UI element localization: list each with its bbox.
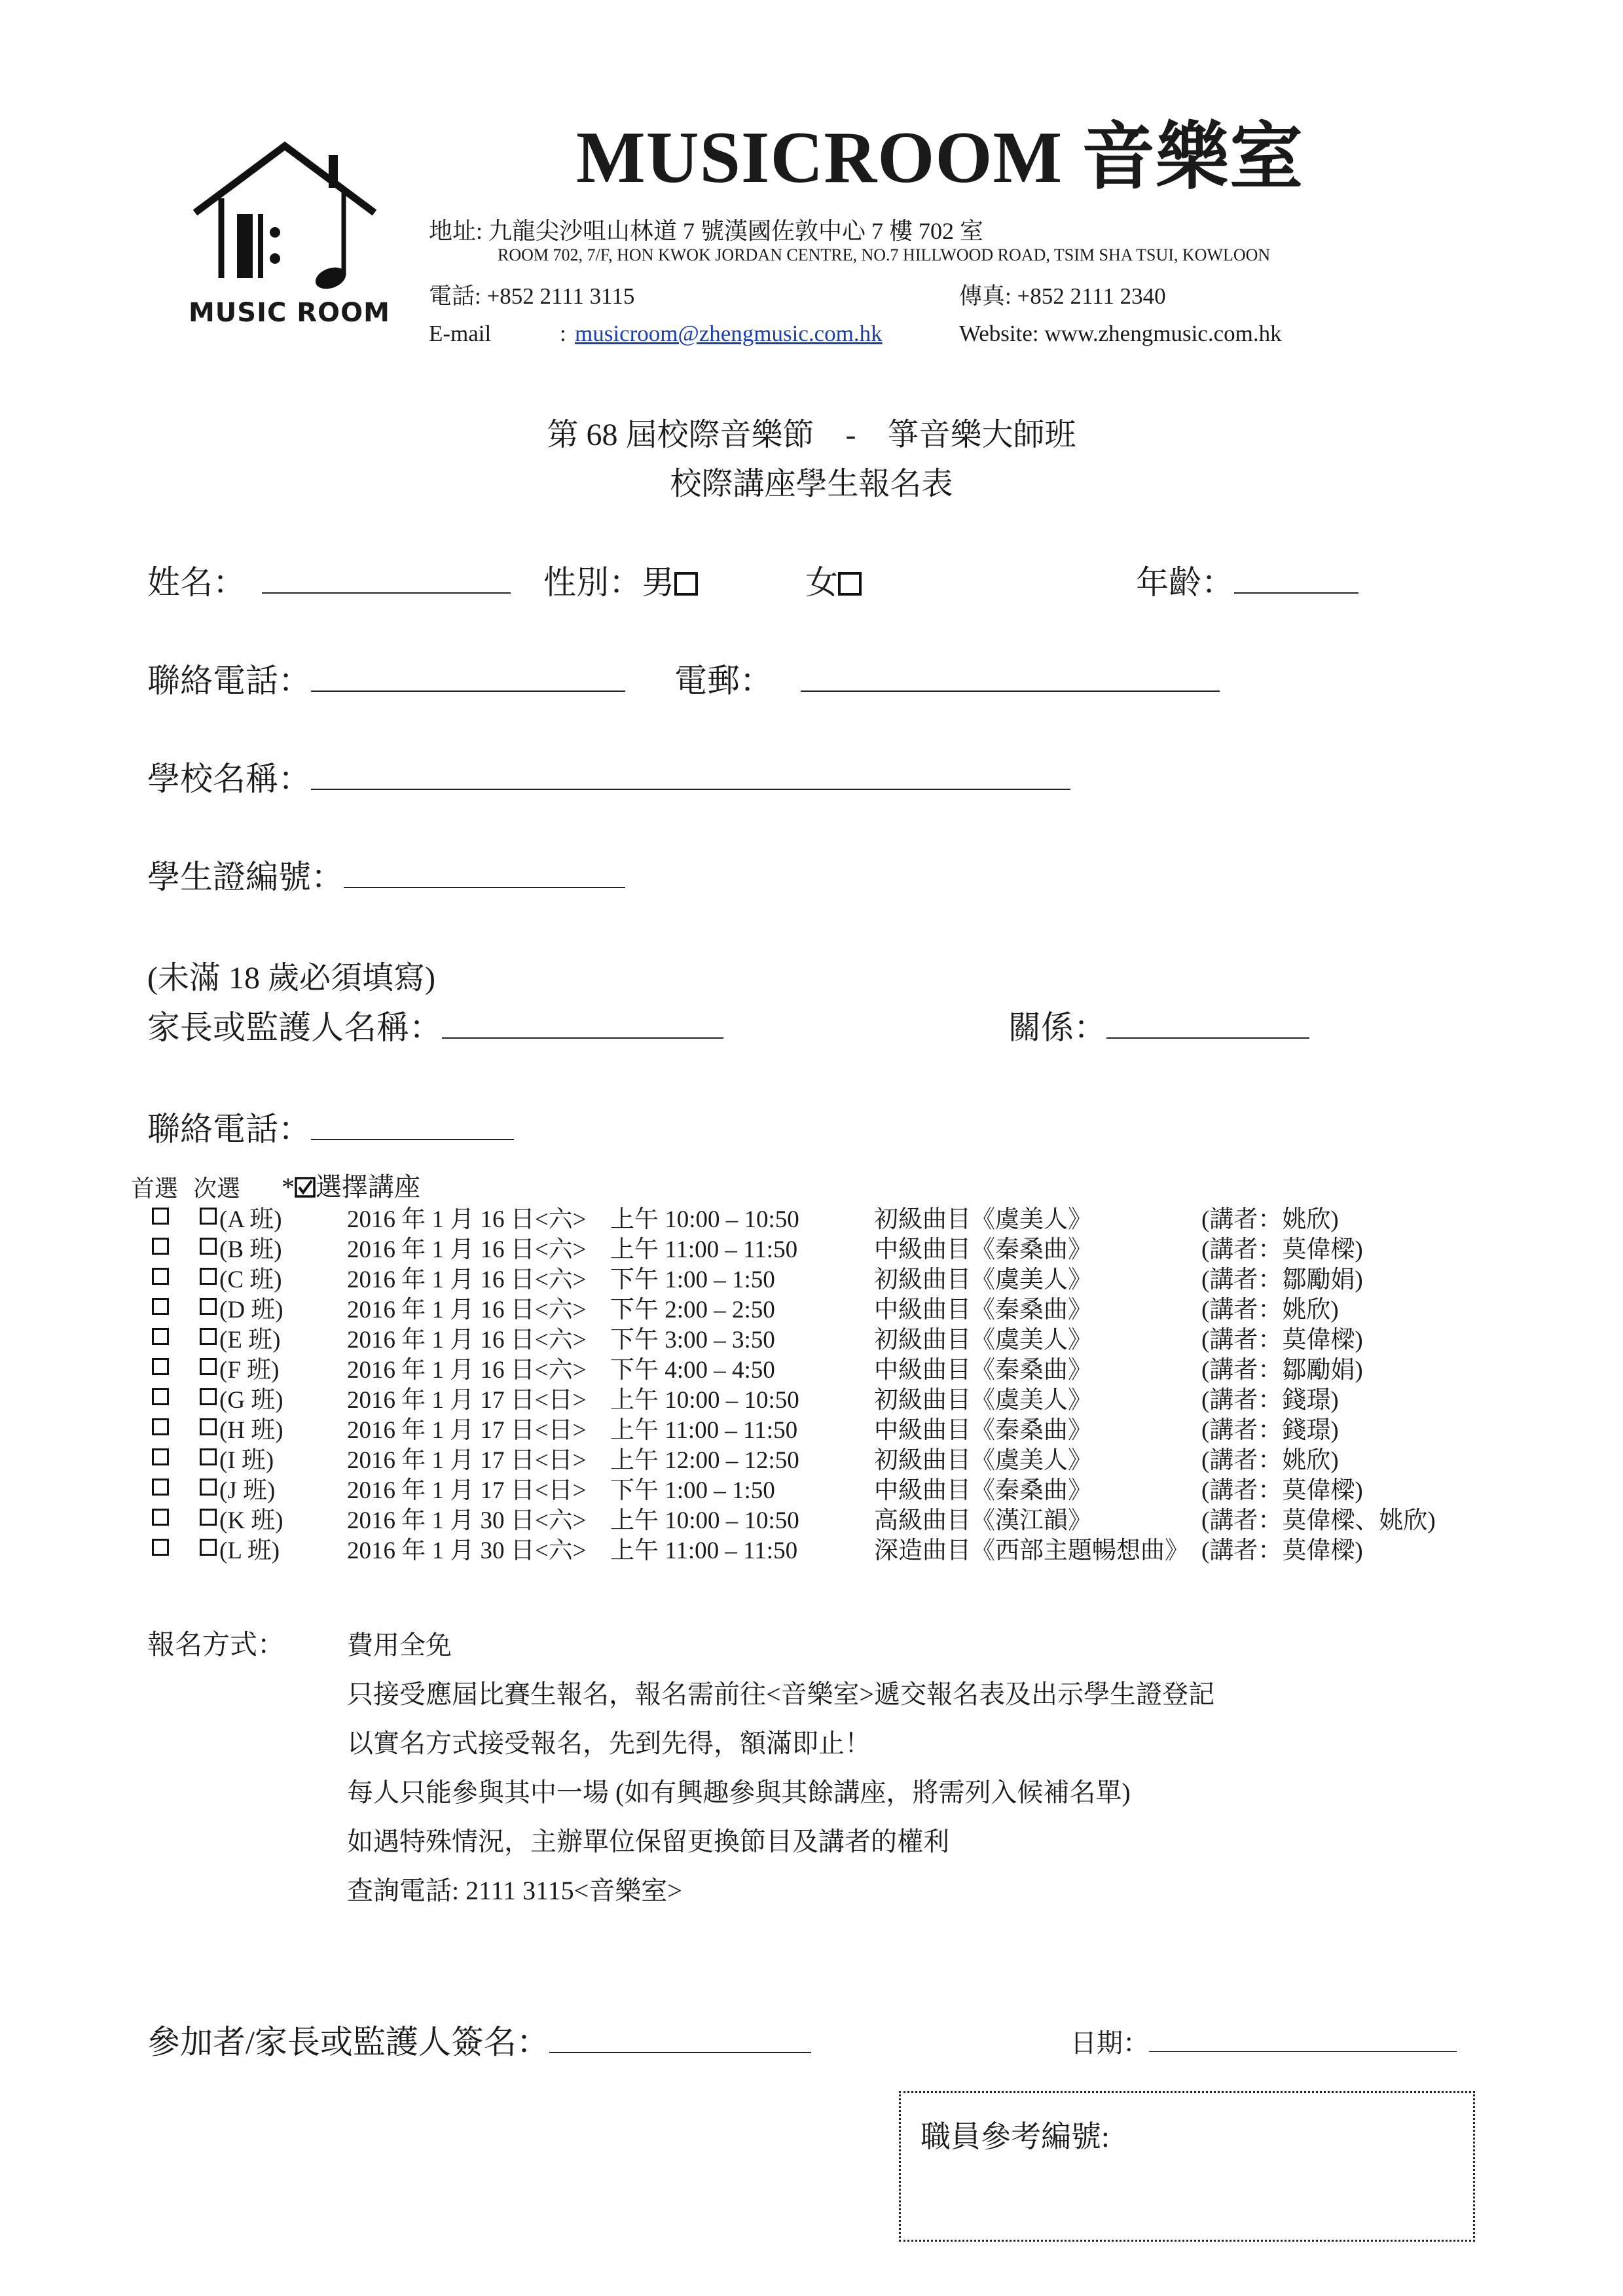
session-class: (L 班)	[219, 1537, 280, 1564]
relation-input[interactable]	[1106, 1011, 1309, 1039]
gender-female-label: 女	[805, 564, 838, 601]
session-time: 下午 2:00 – 2:50	[610, 1297, 775, 1323]
session-piece: 中級曲目《秦桑曲》	[874, 1477, 1092, 1504]
signature-row	[147, 2016, 811, 2063]
session-piece: 初級曲目《虞美人》	[874, 1387, 1092, 1414]
second-choice-checkbox[interactable]	[200, 1262, 217, 1290]
session-class: (B 班)	[219, 1236, 282, 1263]
staff-reference-label: 職員參考編號:	[921, 2120, 1110, 2153]
session-date: 2016 年 1 月 17 日<日>	[347, 1417, 587, 1444]
session-date: 2016 年 1 月 16 日<六>	[347, 1236, 587, 1263]
email-link[interactable]: musicroom@zhengmusic.com.hk	[575, 321, 883, 346]
school-row	[147, 753, 1070, 800]
contact-phone-input[interactable]	[311, 664, 625, 692]
fax-number: 傳真: +852 2111 2340	[959, 283, 1166, 309]
website: Website: www.zhengmusic.com.hk	[959, 321, 1282, 346]
session-class: (J 班)	[219, 1477, 276, 1504]
session-class: (D 班)	[219, 1297, 283, 1323]
address-english: ROOM 702, 7/F, HON KWOK JORDAN CENTRE, NO.7 HILLWOOD ROAD, TSIM SHA TSUI, KOWLOON	[498, 245, 1271, 264]
select-lecture-label: 選擇講座	[316, 1172, 420, 1202]
session-date: 2016 年 1 月 30 日<六>	[347, 1507, 587, 1534]
session-lecturer: (講者：鄒勵娟)	[1201, 1357, 1363, 1384]
age-label: 年齡：	[1136, 564, 1234, 601]
session-date: 2016 年 1 月 17 日<日>	[347, 1387, 587, 1414]
student-id-input[interactable]	[344, 861, 625, 888]
session-piece: 初級曲目《虞美人》	[874, 1447, 1092, 1474]
name-row	[147, 556, 511, 603]
session-lecturer: (講者：莫偉樑)	[1201, 1477, 1363, 1504]
gender-male-label: 性別：男	[543, 564, 674, 601]
session-lecturer: (講者：錢璟)	[1201, 1417, 1339, 1444]
table-header-select	[282, 1166, 420, 1204]
checked-box-icon	[295, 1177, 316, 1198]
first-choice-checkbox[interactable]	[152, 1262, 169, 1290]
table-header-first-choice: 首選	[131, 1175, 179, 1202]
student-id-row	[147, 851, 625, 898]
session-piece: 中級曲目《秦桑曲》	[874, 1417, 1092, 1444]
session-piece: 高級曲目《漢江韻》	[874, 1507, 1092, 1534]
email-field-label: 電郵：	[674, 662, 773, 699]
session-piece: 中級曲目《秦桑曲》	[874, 1297, 1092, 1323]
session-lecturer: (講者：莫偉樑)	[1201, 1236, 1363, 1263]
session-lecturer: (講者：莫偉樑)	[1201, 1537, 1363, 1564]
session-time: 上午 12:00 – 12:50	[610, 1447, 799, 1474]
guardian-label: 家長或監護人名稱：	[147, 1009, 442, 1046]
session-time: 上午 10:00 – 10:50	[610, 1206, 799, 1233]
second-choice-checkbox[interactable]	[200, 1232, 217, 1260]
name-input[interactable]	[262, 566, 511, 594]
session-piece: 中級曲目《秦桑曲》	[874, 1236, 1092, 1263]
school-input[interactable]	[311, 762, 1070, 790]
session-piece: 初級曲目《虞美人》	[874, 1206, 1092, 1233]
signature-input[interactable]	[549, 2026, 811, 2053]
date-label: 日期：	[1070, 2028, 1149, 2058]
session-time: 下午 3:00 – 3:50	[610, 1327, 775, 1354]
address-chinese: 地址: 九龍尖沙咀山林道 7 號漢國佐敦中心 7 樓 702 室	[429, 218, 984, 244]
name-label: 姓名：	[147, 564, 246, 601]
session-date: 2016 年 1 月 17 日<日>	[347, 1447, 587, 1474]
registration-note: 查詢電話: 2111 3115<音樂室>	[347, 1876, 682, 1905]
signature-label: 參加者/家長或監護人簽名：	[147, 2024, 549, 2060]
second-choice-checkbox[interactable]	[200, 1352, 217, 1380]
registration-note: 只接受應屆比賽生報名，報名需前往<音樂室>遞交報名表及出示學生證登記	[347, 1679, 1215, 1709]
session-lecturer: (講者：鄒勵娟)	[1201, 1266, 1363, 1293]
session-time: 上午 11:00 – 11:50	[610, 1417, 798, 1444]
session-time: 上午 10:00 – 10:50	[610, 1387, 799, 1414]
first-choice-checkbox[interactable]	[152, 1202, 169, 1230]
age-input[interactable]	[1234, 566, 1359, 594]
session-piece: 初級曲目《虞美人》	[874, 1266, 1092, 1293]
first-choice-checkbox[interactable]	[152, 1443, 169, 1471]
session-date: 2016 年 1 月 30 日<六>	[347, 1537, 587, 1564]
registration-note: 以實名方式接受報名，先到先得，額滿即止！	[347, 1729, 871, 1758]
session-lecturer: (講者：姚欣)	[1201, 1206, 1339, 1233]
session-lecturer: (講者：姚欣)	[1201, 1447, 1339, 1474]
second-choice-checkbox[interactable]	[200, 1292, 217, 1320]
second-choice-checkbox[interactable]	[200, 1503, 217, 1531]
table-header-second-choice: 次選	[193, 1175, 241, 1202]
first-choice-checkbox[interactable]	[152, 1533, 169, 1561]
registration-note: 費用全免	[347, 1630, 452, 1660]
session-time: 上午 11:00 – 11:50	[610, 1236, 798, 1263]
session-date: 2016 年 1 月 16 日<六>	[347, 1357, 587, 1384]
first-choice-checkbox[interactable]	[152, 1232, 169, 1260]
house-music-icon	[183, 141, 399, 311]
session-date: 2016 年 1 月 17 日<日>	[347, 1477, 587, 1504]
gender-male-checkbox[interactable]	[674, 572, 698, 596]
session-class: (K 班)	[219, 1507, 283, 1534]
email-separator: :	[560, 321, 566, 346]
session-lecturer: (講者：姚欣)	[1201, 1297, 1339, 1323]
student-id-label: 學生證編號：	[147, 859, 344, 895]
second-choice-checkbox[interactable]	[200, 1202, 217, 1230]
registration-note: 如遇特殊情況，主辦單位保留更換節目及講者的權利	[347, 1827, 949, 1856]
registration-note: 每人只能參與其中一場 (如有興趣參與其餘講座，將需列入候補名單)	[347, 1778, 1131, 1807]
session-time: 下午 1:00 – 1:50	[610, 1477, 775, 1504]
relation-row	[1008, 1001, 1309, 1049]
session-class: (C 班)	[219, 1266, 282, 1293]
under18-note: (未滿 18 歲必須填寫)	[147, 961, 435, 996]
date-input[interactable]	[1149, 2029, 1457, 2052]
session-time: 下午 1:00 – 1:50	[610, 1266, 775, 1293]
company-title: MUSICROOM 音樂室	[576, 117, 1304, 198]
second-choice-checkbox[interactable]	[200, 1322, 217, 1350]
school-label: 學校名稱：	[147, 761, 311, 797]
session-piece: 初級曲目《虞美人》	[874, 1327, 1092, 1354]
relation-label: 關係：	[1008, 1009, 1106, 1046]
guardian-phone-input[interactable]	[311, 1113, 514, 1140]
logo-text: MUSIC ROOM	[189, 298, 390, 328]
session-class: (A 班)	[219, 1206, 282, 1233]
session-date: 2016 年 1 月 16 日<六>	[347, 1327, 587, 1354]
first-choice-checkbox[interactable]	[152, 1382, 169, 1410]
email-field-input[interactable]	[801, 664, 1220, 692]
session-class: (E 班)	[219, 1327, 281, 1354]
session-piece: 深造曲目《西部主題暢想曲》	[874, 1537, 1189, 1564]
registration-label: 報名方式：	[147, 1630, 285, 1660]
first-choice-checkbox[interactable]	[152, 1292, 169, 1320]
age-row	[1136, 556, 1359, 603]
session-class: (H 班)	[219, 1417, 283, 1444]
first-choice-checkbox[interactable]	[152, 1352, 169, 1380]
session-lecturer: (講者：莫偉樑、姚欣)	[1201, 1507, 1436, 1534]
first-choice-checkbox[interactable]	[152, 1473, 169, 1501]
contact-phone-label: 聯絡電話：	[147, 662, 311, 699]
guardian-row	[147, 1001, 723, 1049]
date-row	[1070, 2022, 1457, 2060]
form-title: 第 68 屆校際音樂節 - 箏音樂大師班	[547, 418, 1076, 452]
contact-phone-row	[147, 655, 625, 702]
session-lecturer: (講者：錢璟)	[1201, 1387, 1339, 1414]
second-choice-checkbox[interactable]	[200, 1533, 217, 1561]
guardian-phone-row	[147, 1103, 514, 1150]
second-choice-checkbox[interactable]	[200, 1412, 217, 1441]
session-date: 2016 年 1 月 16 日<六>	[347, 1206, 587, 1233]
session-time: 上午 10:00 – 10:50	[610, 1507, 799, 1534]
phone-number: 電話: +852 2111 3115	[429, 283, 635, 309]
session-class: (F 班)	[219, 1357, 280, 1384]
second-choice-checkbox[interactable]	[200, 1443, 217, 1471]
email-label: E-mail	[429, 321, 492, 346]
guardian-phone-label: 聯絡電話：	[147, 1111, 311, 1147]
form-subtitle: 校際講座學生報名表	[670, 467, 953, 501]
asterisk: *	[282, 1172, 295, 1202]
gender-female	[805, 556, 862, 603]
session-time: 上午 11:00 – 11:50	[610, 1537, 798, 1564]
gender-female-checkbox[interactable]	[838, 572, 862, 596]
gender-row	[543, 556, 698, 603]
first-choice-checkbox[interactable]	[152, 1503, 169, 1531]
logo	[183, 141, 399, 337]
first-choice-checkbox[interactable]	[152, 1412, 169, 1441]
session-lecturer: (講者：莫偉樑)	[1201, 1327, 1363, 1354]
staff-reference-box	[899, 2091, 1475, 2242]
guardian-input[interactable]	[442, 1011, 723, 1039]
session-time: 下午 4:00 – 4:50	[610, 1357, 775, 1384]
session-date: 2016 年 1 月 16 日<六>	[347, 1297, 587, 1323]
email-row	[674, 655, 1220, 702]
session-class: (G 班)	[219, 1387, 283, 1414]
session-class: (I 班)	[219, 1447, 274, 1474]
first-choice-checkbox[interactable]	[152, 1322, 169, 1350]
session-piece: 中級曲目《秦桑曲》	[874, 1357, 1092, 1384]
second-choice-checkbox[interactable]	[200, 1473, 217, 1501]
second-choice-checkbox[interactable]	[200, 1382, 217, 1410]
session-date: 2016 年 1 月 16 日<六>	[347, 1266, 587, 1293]
